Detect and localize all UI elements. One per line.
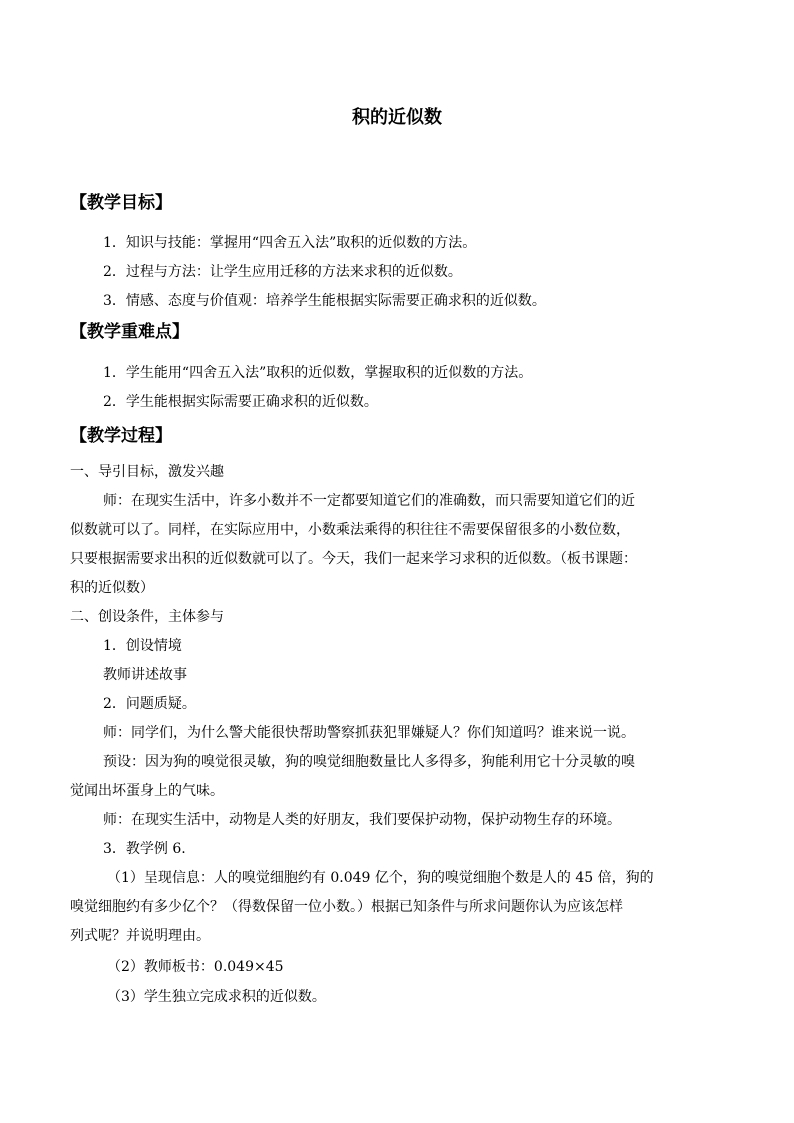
process-line: 3．教学例 6. [103, 841, 186, 857]
goal-item-1: 1．知识与技能：掌握用“四舍五入法”取积的近似数的方法。 [103, 235, 477, 251]
goal-item-3: 3．情感、态度与价值观：培养学生能根据实际需要正确求积的近似数。 [103, 293, 546, 309]
heading-teaching-process: 【教学过程】 [70, 426, 172, 446]
process-line: 师：在现实生活中，许多小数并不一定都要知道它们的准确数，而只需要知道它们的近 [103, 493, 635, 509]
process-line: 积的近似数） [70, 580, 154, 596]
process-line: 教师讲述故事 [103, 667, 187, 683]
process-line: 列式呢？并说明理由。 [70, 928, 210, 944]
page-title: 积的近似数 [352, 107, 442, 128]
process-line: 二、创设条件，主体参与 [70, 609, 224, 625]
process-line: 预设：因为狗的嗅觉很灵敏，狗的嗅觉细胞数量比人多得多，狗能利用它十分灵敏的嗅 [103, 754, 635, 770]
heading-key-points: 【教学重难点】 [70, 322, 189, 342]
process-line: 师：在现实生活中，动物是人类的好朋友，我们要保护动物，保护动物生存的环境。 [103, 812, 621, 828]
heading-teaching-goals: 【教学目标】 [70, 193, 172, 213]
process-line: 2．问题质疑。 [103, 696, 196, 712]
process-line: 师：同学们，为什么警犬能很快帮助警察抓获犯罪嫌疑人？你们知道吗？谁来说一说。 [103, 725, 635, 741]
process-line: （3）学生独立完成求积的近似数。 [107, 989, 326, 1005]
process-line: （2）教师板书：0.049×45 [107, 959, 284, 975]
key-point-item-1: 1．学生能用“四舍五入法”取积的近似数，掌握取积的近似数的方法。 [103, 365, 533, 381]
process-line: 一、导引目标，激发兴趣 [70, 464, 224, 480]
process-line: （1）呈现信息：人的嗅觉细胞约有 0.049 亿个，狗的嗅觉细胞个数是人的 45 倍，狗的 [107, 870, 654, 886]
process-line: 觉闻出坏蛋身上的气味。 [70, 783, 224, 799]
process-line: 嗅觉细胞约有多少亿个？（得数保留一位小数。）根据已知条件与所求问题你认为应该怎样 [70, 899, 623, 915]
process-line: 只要根据需要求出积的近似数就可以了。今天，我们一起来学习求积的近似数。（板书课题： [70, 551, 637, 567]
goal-item-2: 2．过程与方法：让学生应用迁移的方法来求积的近似数。 [103, 264, 462, 280]
key-point-item-2: 2．学生能根据实际需要正确求积的近似数。 [103, 394, 378, 410]
process-line: 1．创设情境 [103, 638, 182, 654]
process-line: 似数就可以了。同样，在实际应用中，小数乘法乘得的积往往不需要保留很多的小数位数， [70, 522, 630, 538]
